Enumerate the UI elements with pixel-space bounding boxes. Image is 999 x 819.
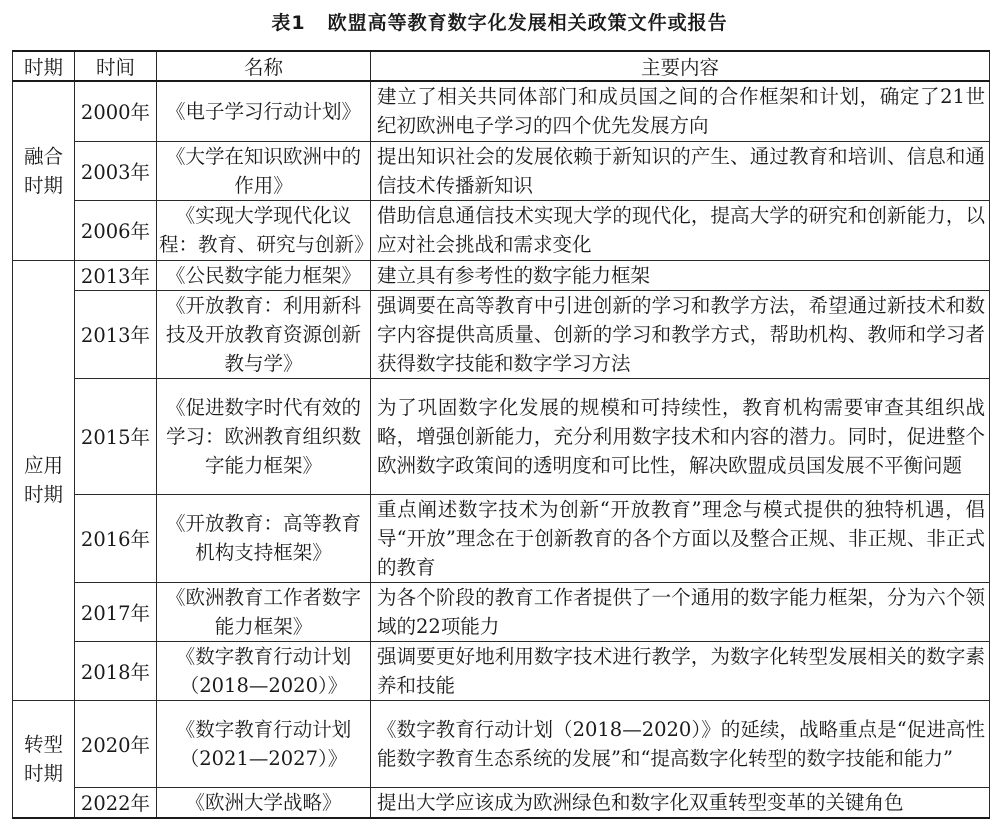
year-cell: 2016年 — [75, 494, 157, 582]
name-cell: 《数字教育行动计划（2021—2027）》 — [157, 700, 371, 787]
header-period: 时期 — [13, 51, 75, 81]
year-cell: 2006年 — [75, 200, 157, 260]
period-label: 转型 — [23, 732, 63, 756]
year-cell: 2003年 — [75, 141, 157, 200]
table-header-row — [13, 51, 990, 81]
period-label: 时期 — [23, 483, 63, 506]
period-cell — [13, 260, 75, 700]
content-cell: 借助信息通信技术实现大学的现代化，提高大学的研究和创新能力，以应对社会挑战和需求变化 — [371, 200, 990, 260]
year-cell: 2017年 — [75, 582, 157, 641]
content-cell: 提出知识社会的发展依赖于新知识的产生、通过教育和培训、信息和通信技术传播新知识 — [371, 141, 990, 200]
year-cell: 2022年 — [75, 787, 157, 818]
content-cell: 强调要更好地利用数字技术进行教学，为数字化转型发展相关的数字素养和技能 — [371, 641, 990, 700]
year-cell: 2013年 — [75, 260, 157, 290]
period-label: 应用 — [23, 454, 63, 477]
name-cell: 《数字教育行动计划（2018—2020）》 — [157, 641, 371, 700]
period-cell — [13, 81, 75, 260]
content-cell: 强调要在高等教育中引进创新的学习和教学方法，希望通过新技术和数字内容提供高质量、创新的学习和教学方式，帮助机构、教师和学习者获得数字技能和数字学习方法 — [371, 290, 990, 378]
content-cell: 为各个阶段的教育工作者提供了一个通用的数字能力框架，分为六个领域的22项能力 — [371, 582, 990, 641]
content-cell: 建立具有参考性的数字能力框架 — [371, 260, 990, 290]
table-row — [13, 260, 990, 290]
year-cell: 2015年 — [75, 378, 157, 494]
table-number: 表1 — [271, 12, 306, 34]
name-cell: 《电子学习行动计划》 — [157, 81, 371, 141]
content-cell: 重点阐述数字技术为创新“开放教育”理念与模式提供的独特机遇，倡导“开放”理念在于创新教育的各个方面以及整合正规、非正规、非正式的教育 — [371, 494, 990, 582]
table-row — [13, 582, 990, 641]
name-cell: 《开放教育：利用新科技及开放教育资源创新教与学》 — [157, 290, 371, 378]
period-label: 融合 — [23, 144, 63, 168]
table-title: 欧盟高等教育数字化发展相关政策文件或报告 — [327, 12, 728, 34]
name-cell: 《实现大学现代化议程：教育、研究与创新》 — [157, 200, 371, 260]
header-year: 时间 — [75, 51, 157, 81]
table-row — [13, 200, 990, 260]
name-cell: 《公民数字能力框架》 — [157, 260, 371, 290]
policy-table — [12, 50, 990, 819]
table-row — [13, 787, 990, 818]
table-caption — [0, 8, 999, 35]
name-cell: 《开放教育：高等教育机构支持框架》 — [157, 494, 371, 582]
table-row — [13, 141, 990, 200]
period-cell — [13, 700, 75, 818]
name-cell: 《欧洲大学战略》 — [157, 787, 371, 818]
name-cell: 《欧洲教育工作者数字能力框架》 — [157, 582, 371, 641]
table-row — [13, 378, 990, 494]
content-cell: 为了巩固数字化发展的规模和可持续性，教育机构需要审查其组织战略，增强创新能力，充分利用数字技术和内容的潜力。同时，促进整个欧洲数字政策间的透明度和可比性，解决欧盟成员国发展不平衡问题 — [371, 378, 990, 494]
period-label: 时期 — [23, 173, 63, 197]
table-row — [13, 290, 990, 378]
year-cell: 2020年 — [75, 700, 157, 787]
year-cell: 2013年 — [75, 290, 157, 378]
name-cell: 《促进数字时代有效的学习：欧洲教育组织数字能力框架》 — [157, 378, 371, 494]
content-cell: 《数字教育行动计划（2018—2020）》的延续，战略重点是“促进高性能数字教育生态系统的发展”和“提高数字化转型的数字技能和能力” — [371, 700, 990, 787]
table-row — [13, 700, 990, 787]
table-row — [13, 494, 990, 582]
table-row — [13, 641, 990, 700]
header-content: 主要内容 — [371, 51, 990, 81]
period-label: 时期 — [23, 761, 63, 785]
header-name: 名称 — [157, 51, 371, 81]
content-cell: 建立了相关共同体部门和成员国之间的合作框架和计划，确定了21世纪初欧洲电子学习的四个优先发展方向 — [371, 81, 990, 141]
name-cell: 《大学在知识欧洲中的作用》 — [157, 141, 371, 200]
year-cell: 2000年 — [75, 81, 157, 141]
year-cell: 2018年 — [75, 641, 157, 700]
table-row — [13, 81, 990, 141]
content-cell: 提出大学应该成为欧洲绿色和数字化双重转型变革的关键角色 — [371, 787, 990, 818]
